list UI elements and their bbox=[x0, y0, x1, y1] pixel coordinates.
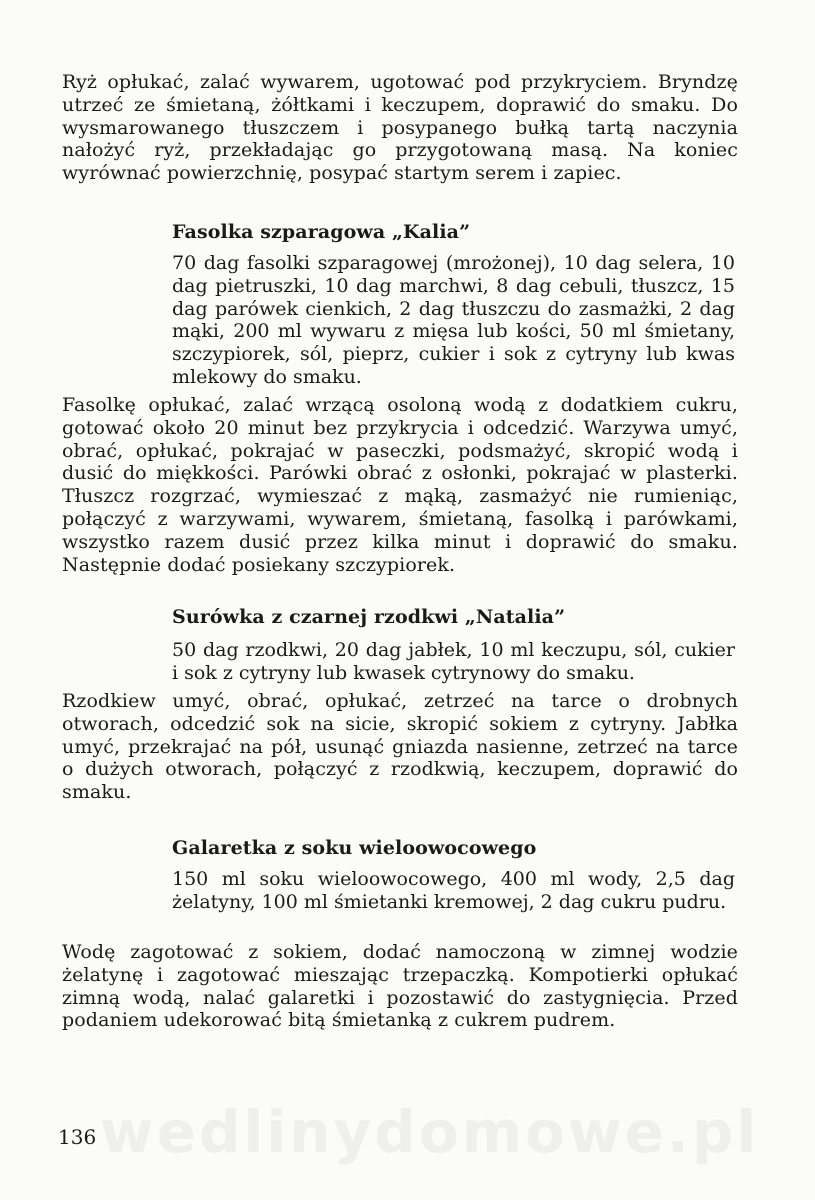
intro-paragraph: Ryż opłukać, zalać wywarem, ugotować pod przykryciem. Bryndzę utrzeć ze śmietaną, żółtkami i keczupem, doprawić do smaku. Do wysmarowanego tłuszczem i posypanego bułką tartą naczynia nałożyć ryż, przekładając go przygotowaną masą. Na koniec wyrównać powierzchnię, posypać startym serem i zapiec. bbox=[62, 71, 738, 185]
recipe-ingredients-galaretka: 150 ml soku wieloowocowego, 400 ml wody, 2,5 dag żelatyny, 100 ml śmietanki kremowej, 2 dag cukru pudru. bbox=[172, 868, 735, 913]
recipe-title-natalia: Surówka z czarnej rzodkwi „Natalia” bbox=[172, 606, 566, 628]
recipe-title-kalia: Fasolka szparagowa „Kalia” bbox=[172, 221, 471, 243]
recipe-ingredients-kalia: 70 dag fasolki szparagowej (mrożonej), 10 dag selera, 10 dag pietruszki, 10 dag marchwi, 8 dag cebuli, tłuszcz, 15 dag parówek cienkich, 2 dag tłuszczu do zasmażki, 2 dag mąki, 200 ml wywaru z mięsa lub kości, 50 ml śmietany, szczypiorek, sól, pieprz, cukier i sok z cytryny lub kwas mlekowy do smaku. bbox=[172, 252, 735, 388]
page-number: 136 bbox=[58, 1125, 97, 1149]
recipe-ingredients-natalia: 50 dag rzodkwi, 20 dag jabłek, 10 ml keczupu, sól, cukier i sok z cytryny lub kwasek cytrynowy do smaku. bbox=[172, 639, 735, 684]
watermark: wedlinydomowe.pl bbox=[100, 1098, 760, 1166]
recipe-instructions-galaretka: Wodę zagotować z sokiem, dodać namoczoną w zimnej wodzie żelatynę i zagotować mieszając trzepaczką. Kompotierki opłukać zimną wodą, nalać galaretki i pozostawić do zastygnięcia. Przed podaniem udekorować bitą śmietanką z cukrem pudrem. bbox=[62, 941, 738, 1032]
recipe-instructions-natalia: Rzodkiew umyć, obrać, opłukać, zetrzeć na tarce o drobnych otworach, odcedzić sok na sicie, skropić sokiem z cytryny. Jabłka umyć, przekrajać na pół, usunąć gniazda nasienne, zetrzeć na tarce o dużych otworach, połączyć z rzodkwią, keczupem, doprawić do smaku. bbox=[62, 690, 738, 804]
recipe-title-galaretka: Galaretka z soku wieloowocowego bbox=[172, 837, 537, 859]
recipe-instructions-kalia: Fasolkę opłukać, zalać wrzącą osoloną wodą z dodatkiem cukru, gotować około 20 minut bez przykrycia i odcedzić. Warzywa umyć, obrać, opłukać, pokrajać w paseczki, podsmażyć, skropić wodą i dusić do miękkości. Parówki obrać z osłonki, pokrajać w plasterki. Tłuszcz rozgrzać, wymieszać z mąką, zasmażyć nie rumieniąc, połączyć z warzywami, wywarem, śmietaną, fasolką i parówkami, wszystko razem dusić przez kilka minut i doprawić do smaku. Następnie dodać posiekany szczypiorek. bbox=[62, 394, 738, 576]
